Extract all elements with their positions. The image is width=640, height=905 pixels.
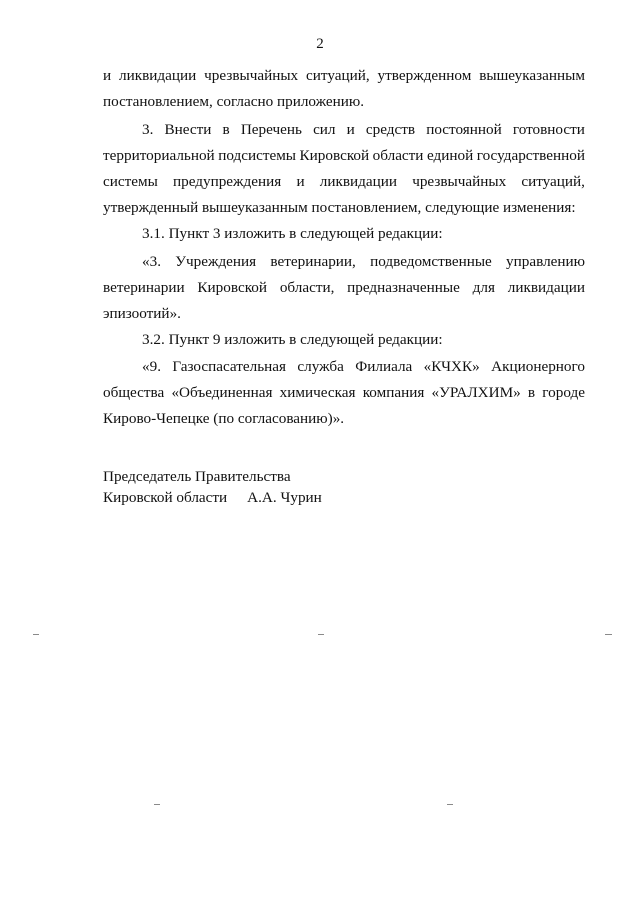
paragraph-line: [103, 169, 585, 195]
word: предупреждения: [173, 173, 282, 190]
page-number: 2: [316, 36, 324, 52]
paragraph-item-3-2: [103, 327, 585, 353]
scan-speck: [447, 804, 453, 805]
paragraph-line: [103, 275, 585, 301]
word: территориальной: [103, 147, 215, 164]
paragraph-line: [103, 63, 585, 89]
word: «Объединенная: [171, 384, 273, 401]
signatory-region: Кировской области: [103, 489, 228, 506]
word: ситуаций,: [306, 67, 370, 84]
word: средств: [365, 121, 416, 138]
scan-speck: [605, 634, 612, 635]
word: компания: [362, 384, 425, 401]
word: управлению: [506, 253, 585, 270]
word: Перечень: [240, 121, 302, 138]
word: сил: [313, 121, 336, 138]
paragraph-item-3: [103, 117, 585, 221]
paragraph-line: Кирово-Чепецке (по согласованию)».: [103, 410, 345, 427]
word: в: [527, 384, 536, 401]
word: «КЧХК»: [423, 358, 480, 375]
word: Внести: [164, 121, 212, 138]
word: «УРАЛХИМ»: [431, 384, 521, 401]
word: государственной: [476, 147, 585, 164]
word: чрезвычайных: [204, 67, 299, 84]
word: Учреждения: [175, 253, 257, 270]
paragraph-line: 3.1. Пункт 3 изложить в следующей редакции:: [142, 225, 443, 242]
word: предназначенные: [347, 279, 460, 296]
paragraph-line: [103, 380, 585, 406]
word: служба: [297, 358, 344, 375]
word: Филиала: [355, 358, 413, 375]
word: ликвидации: [507, 279, 585, 296]
word: утвержденном: [377, 67, 472, 84]
paragraph-item-3-1: [103, 221, 585, 247]
word: Газоспасательная: [172, 358, 287, 375]
scan-speck: [318, 634, 324, 635]
paragraph-line: [103, 143, 585, 169]
signatory-name: А.А. Чурин: [247, 489, 322, 506]
word: области,: [279, 279, 335, 296]
word: ликвидации: [319, 173, 398, 190]
word: вышеуказанным: [479, 67, 585, 84]
paragraph-line: постановлением, согласно приложению.: [103, 93, 365, 110]
word: области: [372, 147, 424, 164]
paragraph-continuation: [103, 63, 585, 115]
paragraph-line: [103, 117, 585, 143]
word: чрезвычайных: [412, 173, 507, 190]
word: готовности: [512, 121, 585, 138]
word: подсистемы: [218, 147, 297, 164]
word: подведомственные: [370, 253, 492, 270]
paragraph-quote-item-3: [103, 249, 585, 327]
word: системы: [103, 173, 158, 190]
word: и: [103, 67, 112, 84]
paragraph-line: 3.2. Пункт 9 изложить в следующей редакции:: [142, 331, 443, 348]
paragraph-line: утвержденный вышеуказанным постановлением, следующие изменения:: [103, 199, 576, 216]
word: и: [296, 173, 305, 190]
word: Акционерного: [491, 358, 585, 375]
word: химическая: [279, 384, 356, 401]
signatory-line: [103, 487, 322, 508]
signatory-title: Председатель Правительства: [103, 468, 291, 485]
word: постоянной: [426, 121, 502, 138]
word: и: [346, 121, 355, 138]
paragraph-line: [103, 249, 585, 275]
word: в: [222, 121, 230, 138]
scan-speck: [33, 634, 39, 635]
word: ликвидации: [119, 67, 197, 84]
word: Кировской: [299, 147, 370, 164]
word: «9.: [142, 358, 161, 375]
signature-block: [103, 466, 322, 508]
word: ситуаций,: [521, 173, 585, 190]
paragraph-line: [103, 354, 585, 380]
word: ветеринарии,: [270, 253, 356, 270]
scan-speck: [154, 804, 160, 805]
paragraph-line: эпизоотий».: [103, 305, 181, 322]
word: Кировской: [197, 279, 268, 296]
word: 3.: [142, 121, 154, 138]
word: городе: [542, 384, 585, 401]
word: общества: [103, 384, 165, 401]
word: ветеринарии: [103, 279, 185, 296]
word: «3.: [142, 253, 161, 270]
word: единой: [426, 147, 474, 164]
paragraph-quote-item-9: [103, 354, 585, 432]
word: для: [472, 279, 495, 296]
